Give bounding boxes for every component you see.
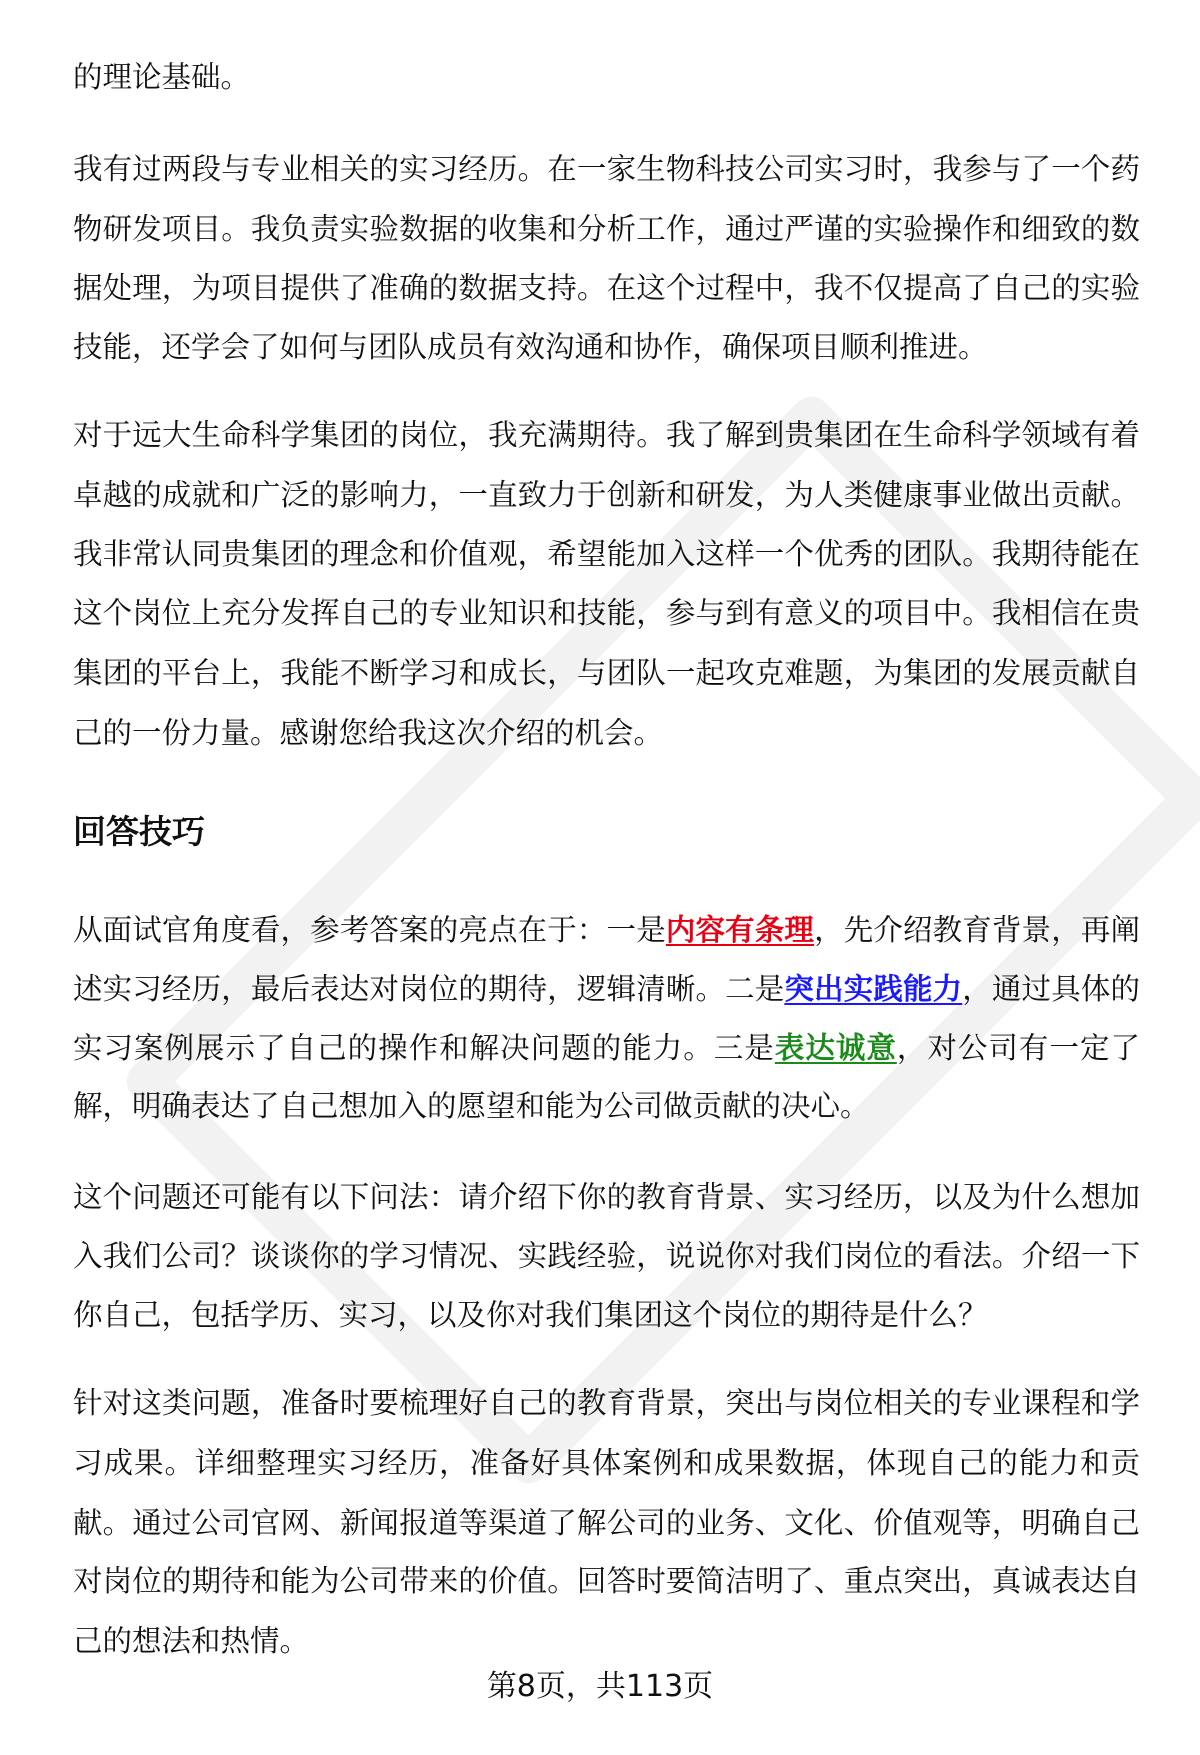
text-segment: 我非常认同贵集团的理念和价值观，希望能加入这样一个优秀的团队。我期待能在 bbox=[73, 537, 1140, 571]
text-segment: 的理论基础。 bbox=[73, 60, 251, 94]
highlight-blue: 突出实践能力 bbox=[784, 972, 963, 1006]
section-heading: 回答技巧 bbox=[73, 812, 205, 851]
highlight-red: 内容有条理 bbox=[665, 913, 815, 947]
text-segment: 这个岗位上充分发挥自己的专业知识和技能，参与到有意义的项目中。我相信在贵 bbox=[73, 596, 1140, 630]
text-line bbox=[73, 959, 1140, 1019]
text-line bbox=[73, 317, 1140, 377]
text-segment: 己的一份力量。感谢您给我这次介绍的机会。 bbox=[73, 716, 664, 750]
text-segment: 对岗位的期待和能为公司带来的价值。回答时要简洁明了、重点突出，真诚表达自 bbox=[73, 1564, 1140, 1598]
text-segment: 集团的平台上，我能不断学习和成长，与团队一起攻克难题，为集团的发展贡献自 bbox=[73, 656, 1140, 690]
text-segment: 述实习经历，最后表达对岗位的期待，逻辑清晰。二是 bbox=[73, 972, 785, 1006]
text-segment: 物研发项目。我负责实验数据的收集和分析工作，通过严谨的实验操作和细致的数 bbox=[73, 212, 1140, 246]
text-segment: 对于远大生命科学集团的岗位，我充满期待。我了解到贵集团在生命科学领域有着 bbox=[73, 418, 1140, 452]
text-segment: 针对这类问题，准备时要梳理好自己的教育背景，突出与岗位相关的专业课程和学 bbox=[73, 1386, 1140, 1420]
text-line bbox=[73, 405, 1140, 465]
text-segment: 据处理，为项目提供了准确的数据支持。在这个过程中，我不仅提高了自己的实验 bbox=[73, 271, 1140, 305]
text-line bbox=[73, 643, 1140, 703]
text-line bbox=[73, 1018, 1140, 1078]
text-line bbox=[73, 1551, 1140, 1611]
text-segment: ，先介绍教育背景，再阐 bbox=[814, 913, 1140, 947]
text-segment: 这个问题还可能有以下问法：请介绍下你的教育背景、实习经历，以及为什么想加 bbox=[73, 1180, 1140, 1214]
text-segment: 实习案例展示了自己的操作和解决问题的能力。三是 bbox=[73, 1031, 775, 1065]
text-segment: 解，明确表达了自己想加入的愿望和能为公司做贡献的决心。 bbox=[73, 1089, 870, 1123]
text-line bbox=[73, 139, 1140, 199]
page-number: 第8页，共113页 bbox=[486, 1669, 714, 1704]
text-line bbox=[73, 1373, 1140, 1433]
text-line bbox=[73, 583, 1140, 643]
highlight-green: 表达诚意 bbox=[774, 1031, 897, 1065]
text-line bbox=[73, 703, 1140, 763]
text-line bbox=[73, 1226, 1140, 1286]
text-segment: 献。通过公司官网、新闻报道等渠道了解公司的业务、文化、价值观等，明确自己 bbox=[73, 1506, 1140, 1540]
text-segment: 入我们公司？谈谈你的学习情况、实践经验，说说你对我们岗位的看法。介绍一下 bbox=[73, 1239, 1140, 1273]
text-line bbox=[73, 900, 1140, 960]
text-segment: 从面试官角度看，参考答案的亮点在于：一是 bbox=[73, 913, 666, 947]
text-line bbox=[73, 1611, 1140, 1671]
text-segment: ，通过具体的 bbox=[962, 972, 1140, 1006]
text-line bbox=[73, 258, 1140, 318]
text-segment: 你自己，包括学历、实习，以及你对我们集团这个岗位的期待是什么？ bbox=[73, 1298, 988, 1332]
text-segment: 卓越的成就和广泛的影响力，一直致力于创新和研发，为人类健康事业做出贡献。 bbox=[73, 478, 1140, 512]
text-line bbox=[73, 47, 1140, 107]
text-line bbox=[73, 1076, 1140, 1136]
text-segment: 我有过两段与专业相关的实习经历。在一家生物科技公司实习时，我参与了一个药 bbox=[73, 152, 1140, 186]
text-segment: 技能，还学会了如何与团队成员有效沟通和协作，确保项目顺利推进。 bbox=[73, 330, 988, 364]
text-line bbox=[73, 199, 1140, 259]
text-line bbox=[73, 1285, 1140, 1345]
text-segment: 习成果。详细整理实习经历，准备好具体案例和成果数据，体现自己的能力和贡 bbox=[73, 1446, 1140, 1480]
text-segment: ，对公司有一定了 bbox=[896, 1031, 1140, 1065]
text-line bbox=[73, 1167, 1140, 1227]
text-line bbox=[73, 465, 1140, 525]
text-segment: 己的想法和热情。 bbox=[73, 1624, 310, 1658]
text-line bbox=[73, 524, 1140, 584]
text-line bbox=[73, 1433, 1140, 1493]
text-line bbox=[73, 1493, 1140, 1553]
